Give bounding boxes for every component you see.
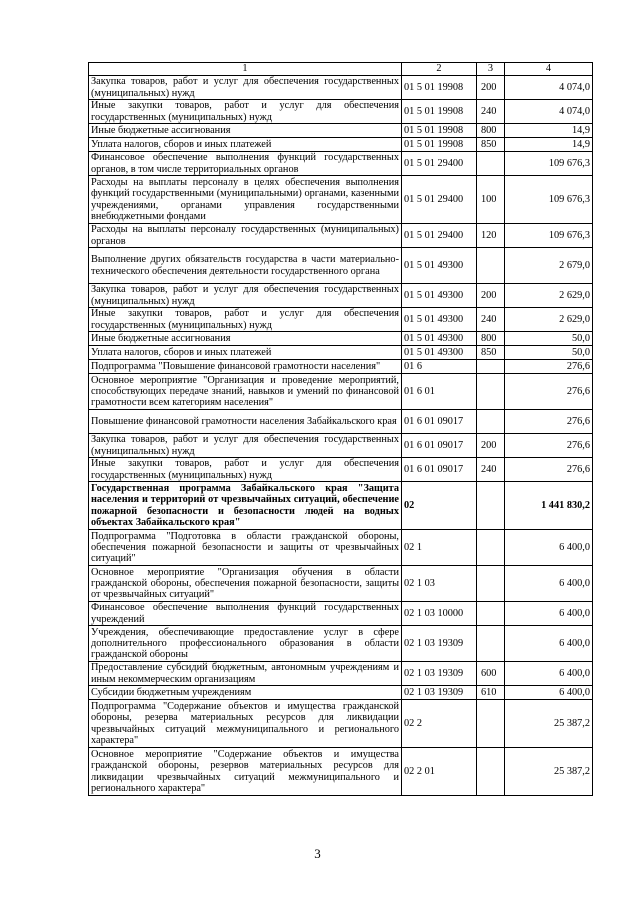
header-col-2: 2: [402, 63, 477, 76]
row-amount-cell: 4 074,0: [505, 100, 593, 124]
row-code-cell: 02 1 03 19309: [402, 686, 477, 700]
table-header-row: [89, 63, 593, 76]
row-amount-cell: 25 387,2: [505, 748, 593, 796]
row-amount-cell: 276,6: [505, 360, 593, 374]
row-amount-cell: 4 074,0: [505, 76, 593, 100]
row-amount-cell: 276,6: [505, 374, 593, 410]
row-expense-type-cell: [477, 374, 505, 410]
row-code-cell: 01 5 01 29400: [402, 224, 477, 248]
table-row: [89, 176, 593, 224]
row-amount-cell: 6 400,0: [505, 662, 593, 686]
table-row: [89, 482, 593, 530]
row-expense-type-cell: [477, 482, 505, 530]
table-row: [89, 332, 593, 346]
row-amount-cell: 6 400,0: [505, 566, 593, 602]
row-name-cell: Уплата налогов, сборов и иных платежей: [89, 138, 402, 152]
row-expense-type-cell: [477, 626, 505, 662]
table-row: [89, 308, 593, 332]
row-name-cell: Иные закупки товаров, работ и услуг для обеспечения государственных (муниципальных) нужд: [89, 308, 402, 332]
table-row: [89, 284, 593, 308]
row-code-cell: 02 1 03 19309: [402, 662, 477, 686]
row-name-cell: Финансовое обеспечение выполнения функций государственных учреждений: [89, 602, 402, 626]
row-name-cell: Иные закупки товаров, работ и услуг для обеспечения государственных (муниципальных) нужд: [89, 100, 402, 124]
row-code-cell: 01 6 01 09017: [402, 434, 477, 458]
row-amount-cell: 6 400,0: [505, 602, 593, 626]
row-expense-type-cell: 240: [477, 308, 505, 332]
row-expense-type-cell: [477, 410, 505, 434]
row-amount-cell: 6 400,0: [505, 686, 593, 700]
row-code-cell: 01 5 01 49300: [402, 248, 477, 284]
row-name-cell: Иные бюджетные ассигнования: [89, 124, 402, 138]
row-amount-cell: 109 676,3: [505, 224, 593, 248]
row-name-cell: Предоставление субсидий бюджетным, автономным учреждениям и иным некоммерческим организациям: [89, 662, 402, 686]
row-amount-cell: 50,0: [505, 332, 593, 346]
table-row: [89, 346, 593, 360]
row-name-cell: Основное мероприятие "Содержание объектов и имущества гражданской обороны, резервов материальных ресурсов для ликвидации чрезвычайных ситуаций межмуниципального и регионального характера": [89, 748, 402, 796]
row-name-cell: Иные бюджетные ассигнования: [89, 332, 402, 346]
row-name-cell: Иные закупки товаров, работ и услуг для обеспечения государственных (муниципальных) нужд: [89, 458, 402, 482]
row-amount-cell: 14,9: [505, 124, 593, 138]
row-name-cell: Подпрограмма "Повышение финансовой грамотности населения": [89, 360, 402, 374]
header-col-4: 4: [505, 63, 593, 76]
row-code-cell: 02 2 01: [402, 748, 477, 796]
row-expense-type-cell: [477, 152, 505, 176]
table-row: [89, 76, 593, 100]
row-expense-type-cell: 800: [477, 124, 505, 138]
table-row: [89, 530, 593, 566]
row-expense-type-cell: [477, 602, 505, 626]
row-name-cell: Выполнение других обязательств государства в части материально-технического обеспечения деятельности государственного органа: [89, 248, 402, 284]
table-row: [89, 626, 593, 662]
table-row: [89, 224, 593, 248]
row-code-cell: 02 1 03 10000: [402, 602, 477, 626]
table-row: [89, 686, 593, 700]
row-name-cell: Финансовое обеспечение выполнения функций государственных органов, в том числе территориальных органов: [89, 152, 402, 176]
row-code-cell: 01 6: [402, 360, 477, 374]
row-name-cell: Основное мероприятие "Организация обучения в области гражданской обороны, обеспечения пожарной безопасности, защиты от чрезвычайных ситуаций": [89, 566, 402, 602]
row-expense-type-cell: 850: [477, 138, 505, 152]
table-row: [89, 602, 593, 626]
row-name-cell: Закупка товаров, работ и услуг для обеспечения государственных (муниципальных) нужд: [89, 434, 402, 458]
budget-table: [88, 62, 593, 796]
row-expense-type-cell: 800: [477, 332, 505, 346]
row-amount-cell: 276,6: [505, 458, 593, 482]
row-amount-cell: 2 629,0: [505, 284, 593, 308]
table-row: [89, 662, 593, 686]
row-code-cell: 01 5 01 19908: [402, 138, 477, 152]
page-number: 3: [314, 846, 321, 861]
row-name-cell: Подпрограмма "Содержание объектов и имущества гражданской обороны, резерва материальных ресурсов для ликвидации чрезвычайных ситуаций межмуниципального и регионального характера": [89, 700, 402, 748]
table-row: [89, 748, 593, 796]
row-expense-type-cell: 850: [477, 346, 505, 360]
row-amount-cell: 2 679,0: [505, 248, 593, 284]
row-code-cell: 02: [402, 482, 477, 530]
row-name-cell: Закупка товаров, работ и услуг для обеспечения государственных (муниципальных) нужд: [89, 284, 402, 308]
row-amount-cell: 109 676,3: [505, 176, 593, 224]
row-expense-type-cell: 240: [477, 100, 505, 124]
row-code-cell: 01 5 01 19908: [402, 100, 477, 124]
row-amount-cell: 25 387,2: [505, 700, 593, 748]
table-row: [89, 434, 593, 458]
row-expense-type-cell: 100: [477, 176, 505, 224]
table-row: [89, 410, 593, 434]
row-code-cell: 01 5 01 49300: [402, 332, 477, 346]
row-expense-type-cell: 200: [477, 284, 505, 308]
table-row: [89, 700, 593, 748]
row-expense-type-cell: 200: [477, 434, 505, 458]
row-code-cell: 02 1 03 19309: [402, 626, 477, 662]
row-expense-type-cell: [477, 248, 505, 284]
row-expense-type-cell: [477, 566, 505, 602]
row-code-cell: 02 1: [402, 530, 477, 566]
row-code-cell: 01 5 01 49300: [402, 308, 477, 332]
table-row: [89, 152, 593, 176]
table-row: [89, 566, 593, 602]
row-amount-cell: 109 676,3: [505, 152, 593, 176]
row-expense-type-cell: [477, 748, 505, 796]
row-name-cell: Повышение финансовой грамотности населения Забайкальского края: [89, 410, 402, 434]
row-amount-cell: 276,6: [505, 410, 593, 434]
row-expense-type-cell: 600: [477, 662, 505, 686]
row-name-cell: Учреждения, обеспечивающие предоставление услуг в сфере дополнительного профессионального образования в области гражданской обороны: [89, 626, 402, 662]
table-row: [89, 138, 593, 152]
row-code-cell: 01 5 01 29400: [402, 152, 477, 176]
row-expense-type-cell: 120: [477, 224, 505, 248]
header-col-3: 3: [477, 63, 505, 76]
row-name-cell: Государственная программа Забайкальского края "Защита населения и территорий от чрезвычайных ситуаций, обеспечение пожарной безопасности и безопасности людей на водных объектах Забайкальского края": [89, 482, 402, 530]
row-amount-cell: 14,9: [505, 138, 593, 152]
row-expense-type-cell: 240: [477, 458, 505, 482]
row-code-cell: 01 6 01 09017: [402, 458, 477, 482]
row-name-cell: Уплата налогов, сборов и иных платежей: [89, 346, 402, 360]
row-code-cell: 01 5 01 49300: [402, 284, 477, 308]
row-code-cell: 01 5 01 19908: [402, 76, 477, 100]
row-expense-type-cell: [477, 700, 505, 748]
row-name-cell: Расходы на выплаты персоналу государственных (муниципальных) органов: [89, 224, 402, 248]
row-name-cell: Основное мероприятие "Организация и проведение мероприятий, способствующих передаче знаний, навыков и умений по финансовой грамотности всем категориям населения": [89, 374, 402, 410]
row-amount-cell: 50,0: [505, 346, 593, 360]
table-row: [89, 124, 593, 138]
row-amount-cell: 1 441 830,2: [505, 482, 593, 530]
header-col-1: 1: [89, 63, 402, 76]
row-code-cell: 01 5 01 49300: [402, 346, 477, 360]
row-code-cell: 02 2: [402, 700, 477, 748]
row-code-cell: 01 5 01 29400: [402, 176, 477, 224]
row-name-cell: Расходы на выплаты персоналу в целях обеспечения выполнения функций государственными (муниципальными) органами, казенными учреждениями, органами управления государственными внебюджетными фондами: [89, 176, 402, 224]
row-amount-cell: 6 400,0: [505, 530, 593, 566]
row-name-cell: Подпрограмма "Подготовка в области гражданской обороны, обеспечения пожарной безопасности и защиты от чрезвычайных ситуаций": [89, 530, 402, 566]
row-expense-type-cell: [477, 360, 505, 374]
table-row: [89, 374, 593, 410]
row-expense-type-cell: 200: [477, 76, 505, 100]
row-amount-cell: 6 400,0: [505, 626, 593, 662]
row-amount-cell: 276,6: [505, 434, 593, 458]
row-code-cell: 01 6 01: [402, 374, 477, 410]
table-row: [89, 360, 593, 374]
table-row: [89, 248, 593, 284]
table-row: [89, 458, 593, 482]
row-name-cell: Закупка товаров, работ и услуг для обеспечения государственных (муниципальных) нужд: [89, 76, 402, 100]
row-code-cell: 02 1 03: [402, 566, 477, 602]
row-name-cell: Субсидии бюджетным учреждениям: [89, 686, 402, 700]
row-amount-cell: 2 629,0: [505, 308, 593, 332]
row-expense-type-cell: 610: [477, 686, 505, 700]
row-expense-type-cell: [477, 530, 505, 566]
row-code-cell: 01 5 01 19908: [402, 124, 477, 138]
row-code-cell: 01 6 01 09017: [402, 410, 477, 434]
table-row: [89, 100, 593, 124]
